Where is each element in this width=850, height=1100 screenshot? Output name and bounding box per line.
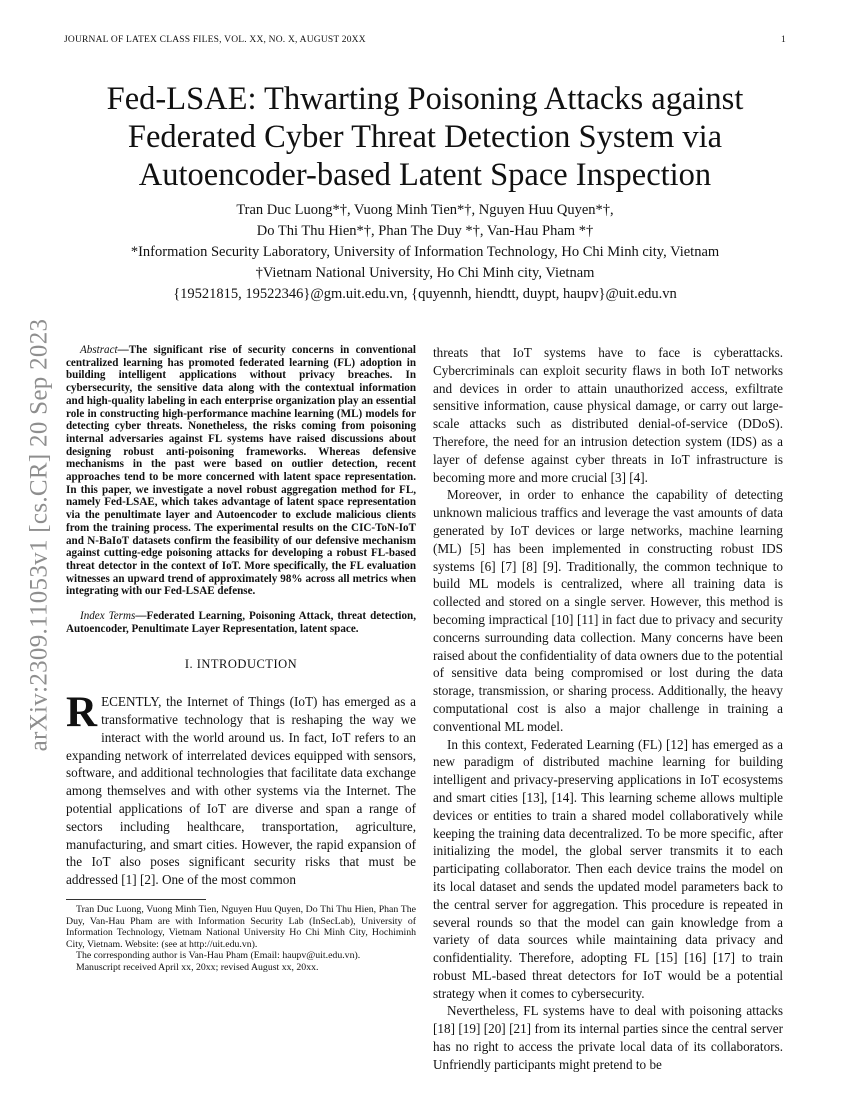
- footnote: Tran Duc Luong, Vuong Minh Tien, Nguyen Huu Quyen, Do Thi Thu Hien, Phan The Duy, Van-Hau Pham are with Information Security Lab (InSecLab), University of Information Technology, Vietnam National University Ho Chi Minh City, Hochiminh City, Vietnam. Website: (see at http://uit.edu.vn).: [66, 904, 416, 950]
- author-line: Tran Duc Luong*†, Vuong Minh Tien*†, Nguyen Huu Quyen*†,: [236, 202, 614, 218]
- footnotes: [66, 904, 416, 973]
- paper-title: Fed-LSAE: Thwarting Poisoning Attacks against Federated Cyber Threat Detection System via Autoencoder-based Latent Space Inspection: [106, 81, 744, 193]
- author-line: Do Thi Thu Hien*†, Phan The Duy *†, Van-Hau Pham *†: [256, 223, 594, 239]
- affiliation: *Information Security Laboratory, University of Information Technology, Ho Chi Minh city, Vietnam: [130, 244, 720, 260]
- abstract: [66, 344, 416, 598]
- page-number: 1: [781, 35, 786, 45]
- intro-text: ECENTLY, the Internet of Things (IoT) has emerged as a transformative technology that is reshaping the way we interact with the world around us. In fact, IoT refers to an expanding network of interrelated devices equipped with sensors, software, and additional technologies that facilitate data exchange among themselves and with other systems via the Internet. The potential applications of IoT are diverse and span a range of sectors including healthcare, transportation, agriculture, manufacturing, and smart cities. However, the rapid expansion of the IoT also poses significant security risks that must be addressed [1] [2]. One of the most common: [66, 694, 416, 888]
- index-terms-label: Index Terms: [80, 610, 136, 623]
- body-paragraph: Nevertheless, FL systems have to deal with poisoning attacks [18] [19] [20] [21] from its internal parties since the central server has no right to access the private local data of its collaborators. Unfriendly participants might pretend to be: [433, 1003, 783, 1072]
- arxiv-id: arXiv:2309.11053v1 [cs.CR] 20 Sep 2023: [25, 318, 53, 752]
- drop-cap: R: [66, 689, 98, 737]
- arxiv-stamp: [4, 295, 74, 775]
- index-terms: [66, 610, 416, 635]
- left-column: [66, 344, 416, 973]
- body-paragraph: In this context, Federated Learning (FL) [12] has emerged as a new paradigm of distributed machine learning for building intelligent and privacy-preserving applications in IoT ecosystems and smart cities [13], [14]. This learning scheme allows multiple devices or entities to train a shared model collaboratively while keeping the training data decentralized. To be more specific, after initializing the model, the global server transmits it to each participating collaborator. Then each device trains the model on its local dataset and sends the updated model parameters back to the central server for aggregation. This procedure is repeated in several rounds so that the model can gain knowledge from a variety of data sources while maintaining data privacy and confidentiality. Therefore, adopting FL [15] [16] [17] to train robust ML-based threat detectors for IoT would be a potential strategy when it comes to cybersecurity.: [433, 736, 783, 1001]
- running-header: [64, 35, 786, 45]
- abstract-label: Abstract: [80, 344, 118, 356]
- body-paragraph: threats that IoT systems have to face is cyberattacks. Cybercriminals can exploit security flaws in both IoT networks and devices in order to attain unauthorized access, exfiltrate sensitive information, cause physical damage, or carry out large-scale attacks such as distributed denial-of-service (DDoS). Therefore, the need for an intrusion detection system (IDS) as a layer of defense against cyber threats in IoT infrastructure is becoming more and more crucial [3] [4].: [433, 345, 783, 485]
- footnote: The corresponding author is Van-Hau Pham (Email: haupv@uit.edu.vn).: [76, 950, 361, 962]
- footnote: Manuscript received April xx, 20xx; revised August xx, 20xx.: [76, 961, 319, 973]
- right-column: [433, 344, 783, 1074]
- journal-name: JOURNAL OF LATEX CLASS FILES, VOL. XX, NO. X, AUGUST 20XX: [64, 35, 366, 45]
- author-emails: {19521815, 19522346}@gm.uit.edu.vn, {quyennh, hiendtt, duypt, haupv}@uit.edu.vn: [173, 286, 677, 302]
- abstract-text: —The significant rise of security concerns in conventional centralized learning has promoted federated learning (FL) adoption in building intelligent applications without privacy breaches. In cybersecurity, the sensitive data along with the contextual information and high-quality labeling in each enterprise organization play an essential role in constructing high-performance machine learning (ML) models for detecting cyber threats. Nonetheless, the risks coming from poisoning internal adversaries against FL systems have raised discussions about designing robust anti-poisoning frameworks. Whereas defensive mechanisms in the past were based on outlier detection, recent approaches tend to be more concerned with latent space representation. In this paper, we investigate a novel robust aggregation method for FL, namely Fed-LSAE, which takes advantage of latent space representation via the penultimate layer and Autoencoder to exclude malicious clients from the training process. The experimental results on the CIC-ToN-IoT and N-BaIoT datasets confirm the feasibility of our defensive mechanism against cutting-edge poisoning attacks for developing a robust FL-based threat detector in the context of IoT. More specifically, the FL evaluation witnesses an upward trend of approximately 98% across all metrics when integrating with our Fed-LSAE defense.: [66, 344, 416, 598]
- index-terms-text: —Federated Learning, Poisoning Attack, threat detection, Autoencoder, Penultimate Layer Representation, latent space.: [66, 610, 416, 635]
- body-paragraph: Moreover, in order to enhance the capability of detecting unknown malicious traffics and leverage the vast amounts of data generated by IoT devices or large networks, machine learning (ML) [5] has been implemented in constructing robust IDS systems [6] [7] [8] [9]. Traditionally, the common technique to build ML models is centralized, where all training data is collected and stored on a single server. However, this method is becoming impractical [10] [11] in fact due to privacy and security concerns surrounding data collection. Many concerns have been raised about the confidentiality of data owners due to the potential of sensitive data being compromised or lost during the data storage, transmission, or sharing process. Additionally, the heavy computational cost is also a major challenge in training a conventional ML model.: [433, 487, 783, 734]
- section-heading: I. INTRODUCTION: [184, 657, 298, 672]
- intro-paragraph: [66, 689, 416, 889]
- author-block: [80, 200, 770, 305]
- footnote-divider: [66, 899, 206, 900]
- affiliation: †Vietnam National University, Ho Chi Minh city, Vietnam: [255, 265, 595, 281]
